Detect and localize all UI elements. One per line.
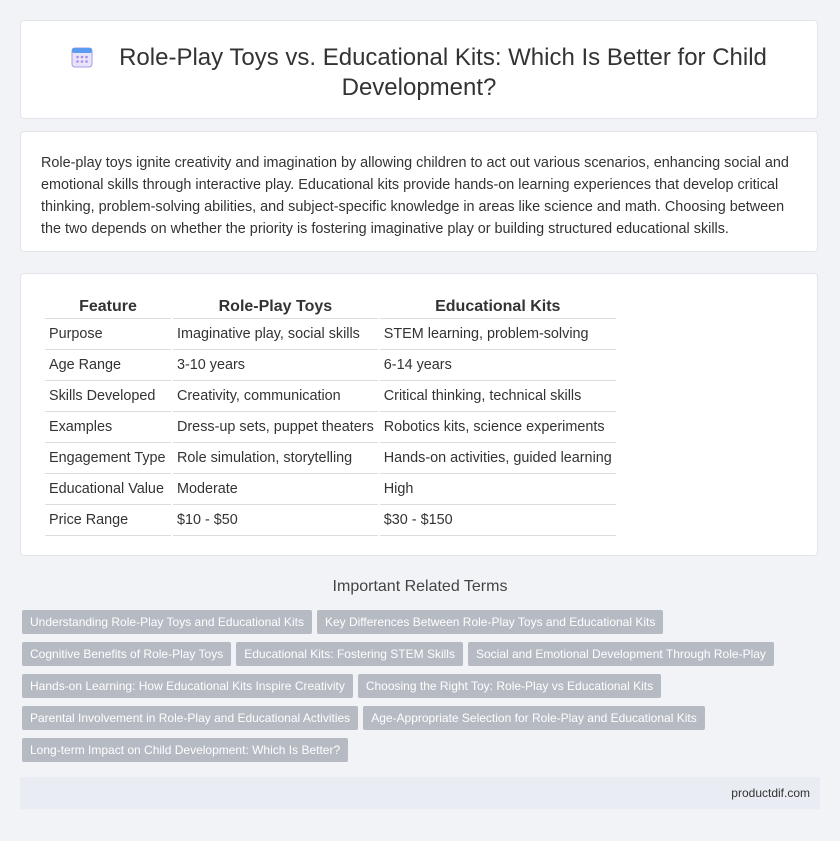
related-term-link[interactable]: Hands-on Learning: How Educational Kits Inspire Creativity (22, 674, 353, 698)
table-row (45, 381, 616, 412)
comparison-card (20, 273, 818, 556)
related-term-link[interactable]: Cognitive Benefits of Role-Play Toys (22, 642, 231, 666)
table-cell: 6-14 years (380, 350, 616, 381)
header-role-play-toys: Role-Play Toys (173, 296, 378, 319)
table-cell: Hands-on activities, guided learning (380, 443, 616, 474)
page-title: Role-Play Toys vs. Educational Kits: Which Is Better for Child Development? (119, 44, 767, 101)
table-cell: Purpose (45, 319, 171, 350)
table-row (45, 350, 616, 381)
intro-paragraph: Role-play toys ignite creativity and imagination by allowing children to act out various scenarios, enhancing social and emotional skills through interactive play. Educational kits provide hands-on learning experiences that develop critical thinking, problem-solving abilities, and subject-specific knowledge in areas like science and math. Choosing between the two depends on whether the priority is fostering imaginative play or building structured educational skills. (41, 155, 789, 237)
table-cell: Dress-up sets, puppet theaters (173, 412, 378, 443)
related-term-link[interactable]: Social and Emotional Development Through Role-Play (468, 642, 774, 666)
comparison-table (43, 296, 618, 536)
table-cell: Age Range (45, 350, 171, 381)
table-cell: Moderate (173, 474, 378, 505)
table-cell: $30 - $150 (380, 505, 616, 536)
table-cell: STEM learning, problem-solving (380, 319, 616, 350)
header-educational-kits: Educational Kits (380, 296, 616, 319)
table-row (45, 412, 616, 443)
related-terms-tags (22, 610, 812, 770)
related-term-link[interactable]: Parental Involvement in Role-Play and Educational Activities (22, 706, 358, 730)
related-term-link[interactable]: Educational Kits: Fostering STEM Skills (236, 642, 463, 666)
header-card (20, 20, 818, 119)
table-cell: $10 - $50 (173, 505, 378, 536)
table-cell: Critical thinking, technical skills (380, 381, 616, 412)
related-term-link[interactable]: Choosing the Right Toy: Role-Play vs Educational Kits (358, 674, 661, 698)
table-cell: Engagement Type (45, 443, 171, 474)
footer (20, 777, 820, 809)
related-terms-title: Important Related Terms (332, 578, 508, 595)
related-term-link[interactable]: Age-Appropriate Selection for Role-Play and Educational Kits (363, 706, 705, 730)
table-cell: Price Range (45, 505, 171, 536)
table-row (45, 505, 616, 536)
table-cell: Creativity, communication (173, 381, 378, 412)
header-feature: Feature (45, 296, 171, 319)
related-term-link[interactable]: Understanding Role-Play Toys and Educational Kits (22, 610, 312, 634)
table-cell: Role simulation, storytelling (173, 443, 378, 474)
intro-card (20, 131, 818, 252)
footer-site-link[interactable]: productdif.com (731, 786, 810, 800)
table-row (45, 319, 616, 350)
table-cell: Robotics kits, science experiments (380, 412, 616, 443)
table-header-row (45, 296, 616, 319)
page-title-wrap (21, 43, 817, 103)
table-cell: 3-10 years (173, 350, 378, 381)
table-row (45, 474, 616, 505)
table-cell: Educational Value (45, 474, 171, 505)
table-cell: Examples (45, 412, 171, 443)
table-cell: Skills Developed (45, 381, 171, 412)
table-cell: High (380, 474, 616, 505)
calendar-icon (71, 46, 93, 68)
table-cell: Imaginative play, social skills (173, 319, 378, 350)
related-term-link[interactable]: Key Differences Between Role-Play Toys and Educational Kits (317, 610, 663, 634)
related-term-link[interactable]: Long-term Impact on Child Development: Which Is Better? (22, 738, 348, 762)
table-row (45, 443, 616, 474)
